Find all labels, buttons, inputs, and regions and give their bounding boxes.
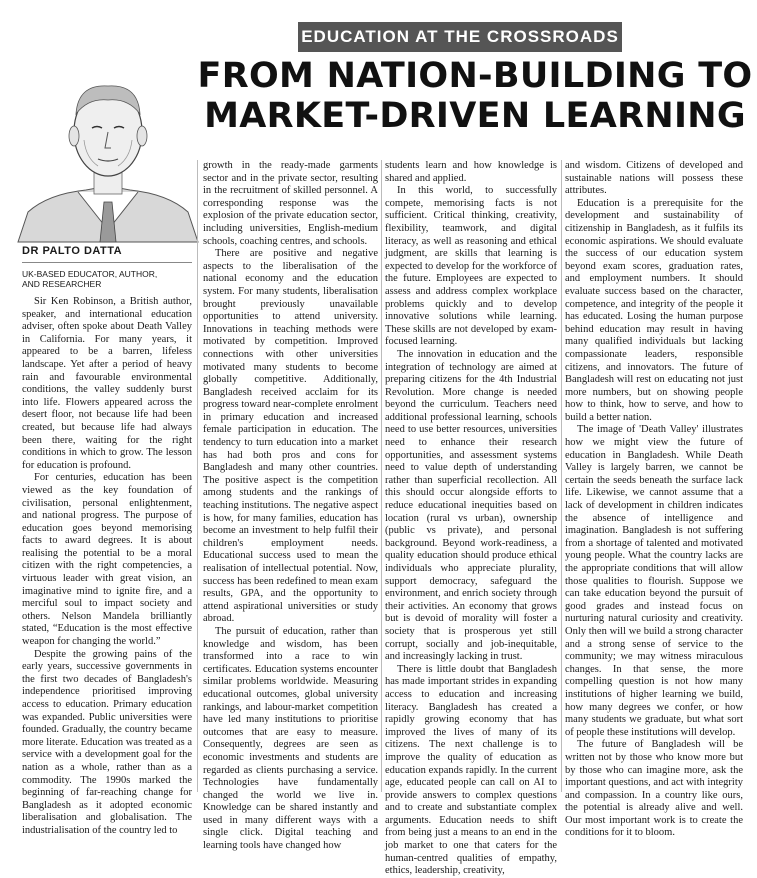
author-role-line-2: AND RESEARCHER <box>22 279 102 289</box>
article-column-1 <box>22 296 192 836</box>
author-byline <box>22 245 192 289</box>
paragraph: The innovation in education and the integration of technology are aimed at preparing citizens for the 4th Industrial Revolution. More change is needed beyond the curriculum. Teachers need additional professional learning, schools need to use better resources, universities need to enhance their research opportunities, and assessment systems need to value depth of understanding rather than superficial recollection. All this should occur alongside efforts to reduce educational inequities based on location (rural vs urban), ownership (public vs private), and personal background. Beyond work-readiness, a quality education should produce ethical individuals who appreciate plurality, support democracy, safeguard the environment, and enrich society through their activities. An economy that grows but is devoid of morality will foster a society that is prosperous yet still corrupt, socially and job-inequitable, and increasingly lacking in trust. <box>385 348 557 663</box>
paragraph: students learn and how knowledge is shared and applied. <box>385 160 557 184</box>
author-portrait <box>8 62 208 242</box>
column-divider <box>561 160 562 792</box>
paragraph: The pursuit of education, rather than knowledge and wisdom, has been transformed into a race to win certificates. Education systems encounter similar problems worldwide. Measuring educational outcomes, global university rankings, and labour-market competition have led many institutions to prioritise outcomes that are easy to measure. Consequently, degrees are seen as economic investments and students are regarded as clients purchasing a service. Technologies have fundamentally changed the world we live in. Knowledge can be shared instantly and used in many different ways with a single click. Digital teaching and learning tools have changed how <box>203 625 378 852</box>
section-kicker: EDUCATION AT THE CROSSROADS <box>298 22 622 52</box>
paragraph: The future of Bangladesh will be written not by those who know more but by those who can imagine more, ask the important questions, and act with integrity and compassion. In a country like ours, the potential is already alive and well. Our most important work is to create the conditions for it to bloom. <box>565 739 743 839</box>
paragraph: growth in the ready-made garments sector and in the private sector, resulting in the recruitment of skilled personnel. A corresponding response was the explosion of the private education sector, including universities, English-medium schools, coaching centres, and schools. <box>203 160 378 247</box>
paragraph: In this world, to successfully compete, memorising facts is not sufficient. Critical thinking, creativity, flexibility, teamwork, and digital literacy, as well as reasoning and ethical judgment, are skills that learning is expected to develop for the workforce of the future. Employees are expected to assess and address complex workplace problems quickly and to develop innovative solutions while learning. These skills are not developed by exam-focused learning. <box>385 185 557 348</box>
headline-line-1: FROM NATION-BUILDING TO <box>197 56 753 96</box>
author-role <box>22 269 192 289</box>
paragraph: Education is a prerequisite for the development and sustainability of citizenship in Bangladesh, as it fulfils its economic aspirations. We should evaluate the success of our education system beyond exam scores, graduation rates, and employment numbers. It should evaluate success based on the character, competence, and integrity of the people it has educated. Losing the human purpose behind education may result in having many qualified individuals but lacking compassionate leaders, responsible citizens, and innovators. The future of Bangladesh will rest on educating not just more numbers, but on showing people how to think, how to serve, and how to build a better nation. <box>565 197 743 423</box>
article-column-3 <box>385 160 557 877</box>
column-divider <box>197 160 198 792</box>
headline-line-2: MARKET-DRIVEN LEARNING <box>204 96 746 136</box>
paragraph: Despite the growing pains of the early years, successive governments in the first two decades of Bangladesh's independence prioritised improving access to education. Primary education was expanded. Public universities were founded. Gradually, the country became more literate. Education was treated as a service with a development goal for the nation as a whole, rather than as a commodity. The 1990s marked the beginning of far-reaching change for Bangladesh as it adopted economic liberalisation and globalisation. The industrialisation of the country led to <box>22 648 192 836</box>
paragraph: For centuries, education has been viewed as the key foundation of civilisation, personal enlightenment, and national progress. The purpose of education goes beyond memorising facts to award degrees. It is about realising the potential to be a moral citizen with the right competencies, a virtuous leader with great vision, an imaginative mind to ignite fire, and a merciful soul to impact society and others. Nelson Mandela brilliantly stated, “Education is the most effective weapon for changing the world.” <box>22 472 192 648</box>
author-role-line-1: UK-BASED EDUCATOR, AUTHOR, <box>22 269 158 279</box>
column-divider <box>381 160 382 792</box>
paragraph: There are positive and negative aspects to the liberalisation of the national economy and the education system. For many students, liberalisation brought previously unavailable opportunities to attend university. Innovations in teaching methods were motivated by competition. Improved connections with other universities motivated many students to become globally competitive. Additionally, Bangladesh received acclaim for its progress toward near-complete enrolment in primary education and increased female participation in education. The tendency to turn education into a market has had both pros and cons for Bangladesh and many other countries. The positive aspect is the competition among students and the rankings of teaching institutions. The negative aspect is how, for many families, education has become an investment to help fulfil their children's employment needs. Educational success used to mean the realisation of intellectual potential. Now, success has been redefined to mean exam results, GPA, and the opportunity to attend aspirational universities or study abroad. <box>203 248 379 625</box>
author-name: DR PALTO DATTA <box>22 245 192 263</box>
paragraph: and wisdom. Citizens of developed and sustainable nations will possess these attributes. <box>565 160 743 197</box>
paragraph: The image of 'Death Valley' illustrates how we might view the future of education in Bangladesh. While Death Valley is largely barren, we cannot be certain the seeds beneath the surface lack life. Likewise, we cannot assume that a lack of development in children indicates the absence of intelligence and imagination. Bangladesh is not suffering from a shortage of talented and motivated young people. What the country lacks are the appropriate conditions that will allow those qualities to flourish. Suppose we can take education beyond the pursuit of good grades and instead focus on nurturing natural curiosity and creativity. Only then will we build a strong character and a strong sense of service to the community; we may witness miraculous changes. In that sense, the more compelling question is not how many institutions of higher learning we build, how many degrees we confer, or how many students we graduate, but what sort of people these institutions will develop. <box>565 424 743 738</box>
article-headline <box>196 56 754 136</box>
paragraph: Sir Ken Robinson, a British author, speaker, and international education adviser, often spoke about Death Valley in California. For many years, it appeared to be a barren, lifeless landscape. Yet after a period of heavy rain and favourable environmental conditions, the valley suddenly burst into life. Flowers appeared across the desert floor, not because life had been created, but because life had always been there, waiting for the right conditions in which to grow. The lesson for education is profound. <box>22 296 192 471</box>
article-column-4 <box>565 160 743 839</box>
paragraph: There is little doubt that Bangladesh has made important strides in expanding access to education and increasing literacy. Bangladesh has created a rapidly growing economy that has improved the lives of many of its citizens. The next challenge is to improve the quality of education as education expands rapidly. In the current age, educated people can call on AI to provide answers to complex questions and to create and substantiate complex arguments. Education needs to shift from being just a means to an end in the job market to one that caters for the human-centred qualities of empathy, ethics, leadership, creativity, <box>385 663 557 877</box>
article-column-2 <box>203 160 379 852</box>
